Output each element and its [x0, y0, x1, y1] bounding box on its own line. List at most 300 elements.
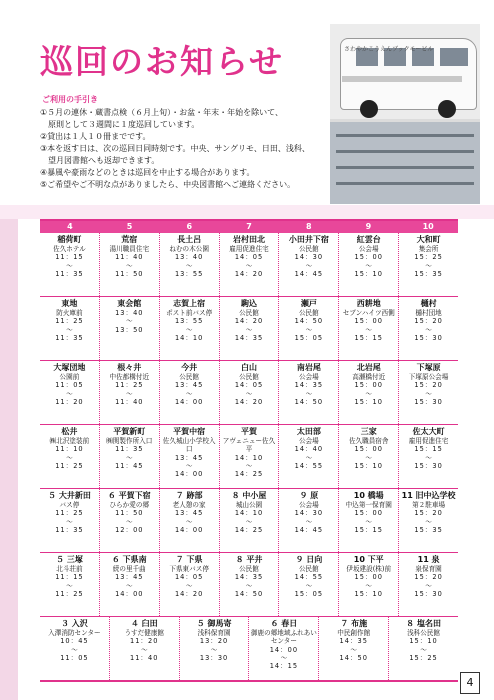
- departure-time: 15：10: [354, 397, 383, 406]
- stop-place: 雇用促進住宅: [408, 437, 449, 445]
- arrival-time: 13：40: [115, 309, 144, 317]
- stop-cell: [160, 425, 220, 488]
- stop-cell: [220, 297, 280, 360]
- time-separator: 〜: [140, 645, 148, 654]
- arrival-time: 14：10: [234, 509, 264, 518]
- departure-time: 14：25: [234, 470, 264, 479]
- departure-time: 14：50: [234, 589, 264, 598]
- time-separator: 〜: [185, 581, 193, 590]
- departure-time: 14：55: [294, 461, 324, 470]
- time-separator: 〜: [185, 461, 193, 470]
- stop-name: 白山: [241, 363, 257, 372]
- stop-name: 平賀中宿: [173, 427, 206, 436]
- time-separator: 〜: [305, 389, 313, 398]
- departure-time: 11：05: [60, 653, 89, 662]
- arrival-time: 14：55: [294, 573, 324, 582]
- arrival-time: 15：00: [354, 573, 383, 582]
- page-number: 4: [460, 672, 480, 694]
- stop-place: うすだ健康館: [124, 629, 165, 637]
- stop-cell: [180, 617, 250, 680]
- stop-place: 湯川職員住宅: [109, 245, 150, 253]
- departure-time: 14：25: [234, 525, 264, 534]
- stop-place: ㈱関製作所入口: [106, 437, 153, 445]
- departure-time: 15：15: [354, 525, 383, 534]
- arrival-time: 14：20: [234, 317, 264, 326]
- stop-name: 小田井下宿: [288, 235, 329, 244]
- stop-name: 大塚団地: [53, 363, 86, 372]
- stop-place: 御鹿の郷地域ふれあいセンター: [250, 629, 317, 646]
- arrival-time: 11：25: [115, 381, 144, 390]
- stop-name: 稲荷町: [57, 235, 82, 244]
- stop-place: 第２駐車場: [412, 501, 446, 509]
- stop-place: 雇用促進住宅: [229, 245, 269, 253]
- stop-name: ５ 三塚: [56, 555, 83, 564]
- arrival-time: 11：25: [55, 509, 84, 518]
- time-separator: 〜: [365, 581, 373, 590]
- departure-time: 15：25: [409, 653, 438, 662]
- time-separator: 〜: [245, 581, 253, 590]
- stop-place: ポスト前バス停: [166, 309, 213, 317]
- stop-place: セブンハイツ西側: [342, 309, 395, 317]
- time-separator: 〜: [125, 317, 133, 326]
- stop-name: 長土呂: [177, 235, 202, 244]
- stop-name: 北岩尾: [356, 363, 381, 372]
- stop-name: ８ 平井: [235, 555, 263, 564]
- stop-name: 西耕地: [356, 299, 381, 308]
- departure-time: 15：10: [354, 589, 383, 598]
- stop-name: ６ 下県南: [111, 555, 147, 564]
- time-separator: 〜: [66, 325, 73, 334]
- stop-name: ５ 御馬寄: [196, 619, 232, 628]
- stop-cell: [279, 361, 339, 424]
- arrival-time: 13：20: [199, 637, 229, 646]
- arrival-time: 14：35: [234, 573, 264, 582]
- stop-name: ７ 下県: [175, 555, 203, 564]
- stop-name: 紅雲台: [356, 235, 381, 244]
- time-separator: 〜: [66, 389, 73, 398]
- stop-place: 中民創作館: [337, 629, 371, 637]
- arrival-time: 14：35: [339, 637, 368, 646]
- arrival-time: 15：00: [354, 381, 383, 390]
- arrival-time: 14：40: [294, 445, 324, 454]
- stop-cell: [100, 553, 160, 616]
- departure-time: 14：45: [294, 525, 324, 534]
- stop-name: ４ 臼田: [130, 619, 158, 628]
- header-cell: 4: [67, 222, 73, 231]
- arrival-time: 13：55: [174, 317, 204, 326]
- time-separator: 〜: [210, 645, 218, 654]
- stop-name: 10 下平: [353, 555, 384, 564]
- stop-name: 平賀新町: [113, 427, 146, 436]
- time-separator: 〜: [245, 517, 253, 526]
- stop-name: ８ 塩名田: [406, 619, 441, 628]
- stop-place: 北斗荘前: [56, 565, 83, 573]
- time-separator: 〜: [365, 261, 373, 270]
- arrival-time: 15：20: [414, 381, 443, 390]
- arrival-time: 13：45: [174, 453, 204, 462]
- header-cell: 5: [126, 222, 133, 231]
- stop-cell: [160, 553, 220, 616]
- time-separator: 〜: [125, 261, 133, 270]
- arrival-time: 14：50: [294, 317, 324, 326]
- stop-cell: [399, 425, 458, 488]
- table-row: [40, 297, 458, 361]
- stop-cell: [399, 553, 458, 616]
- arrival-time: 11：10: [55, 445, 84, 454]
- stop-name: 11 旧中込学校: [401, 491, 456, 500]
- arrival-time: 15：25: [414, 253, 443, 262]
- stop-cell: [110, 617, 180, 680]
- table-row: [40, 617, 458, 680]
- stop-place: バス停: [59, 501, 80, 509]
- time-separator: 〜: [66, 517, 73, 526]
- departure-time: 15：30: [414, 589, 443, 598]
- stop-name: 南岩尾: [296, 363, 321, 372]
- side-band: [0, 219, 18, 700]
- stop-place: 防火庫前: [56, 309, 83, 317]
- departure-time: 15：30: [414, 461, 443, 470]
- time-separator: 〜: [305, 517, 313, 526]
- note-line: ④暴風や豪雨などのときは巡回を中止する場合があります。: [40, 168, 255, 177]
- arrival-time: 15：10: [409, 637, 438, 646]
- stop-place: 公民館: [298, 245, 319, 253]
- time-separator: 〜: [66, 453, 73, 462]
- time-separator: 〜: [365, 517, 373, 526]
- time-separator: 〜: [305, 453, 313, 462]
- arrival-time: 11：20: [130, 637, 159, 646]
- departure-time: 14：20: [174, 589, 204, 598]
- arrival-time: 13：45: [174, 509, 204, 518]
- stop-place: 中込第一保育園: [345, 501, 392, 509]
- time-separator: 〜: [185, 261, 193, 270]
- arrival-time: 15：20: [414, 509, 443, 518]
- time-separator: 〜: [425, 261, 432, 270]
- stop-place: 下塚原公会場: [408, 373, 449, 381]
- stop-place: 老人憩の家: [172, 501, 206, 509]
- time-separator: 〜: [425, 581, 432, 590]
- stop-cell: [279, 297, 339, 360]
- time-separator: 〜: [66, 261, 73, 270]
- departure-time: 14：00: [115, 589, 144, 598]
- arrival-time: 11：25: [55, 317, 84, 326]
- stop-place: 集会所: [418, 245, 439, 253]
- header-cell: 9: [365, 222, 372, 231]
- stop-place: 佐久城山小学校入口: [162, 437, 216, 454]
- stop-cell: [339, 233, 399, 296]
- stop-place: 浅科公民館: [407, 629, 441, 637]
- header-cell: 8: [305, 222, 312, 231]
- arrival-time: 14：00: [269, 645, 299, 654]
- schedule-table: [40, 219, 458, 682]
- time-separator: 〜: [245, 389, 253, 398]
- departure-time: 11：20: [55, 397, 84, 406]
- stop-cell: [279, 489, 339, 552]
- departure-time: 15：15: [354, 333, 383, 342]
- arrival-time: 14：30: [294, 509, 324, 518]
- stop-cell: [319, 617, 389, 680]
- arrival-time: 15：00: [354, 445, 383, 454]
- stop-place: ㈱北沢塗装前: [49, 437, 90, 445]
- stop-name: 東地: [61, 299, 78, 308]
- arrival-time: 11：50: [115, 509, 144, 518]
- stop-name: ３ 入沢: [61, 619, 88, 628]
- stop-cell: [100, 233, 160, 296]
- stop-place: ひらか愛の郷: [109, 501, 150, 509]
- stop-cell: [160, 489, 220, 552]
- arrival-time: 13：45: [174, 381, 204, 390]
- table-row: [40, 425, 458, 489]
- guide-notes: [40, 107, 332, 191]
- departure-time: 14：20: [234, 397, 264, 406]
- note-line: 原則として３週間に１度巡回しています。: [40, 120, 200, 129]
- time-separator: 〜: [425, 389, 432, 398]
- stop-name: 樋村: [420, 299, 437, 308]
- stop-cell: [160, 361, 220, 424]
- departure-time: 11：45: [115, 461, 144, 470]
- table-row: [40, 361, 458, 425]
- stop-place: 城山公園: [235, 501, 263, 509]
- stop-place: 続の里千曲: [112, 565, 146, 573]
- stop-cell: [339, 553, 399, 616]
- stop-name: 東会館: [117, 299, 142, 308]
- stop-cell: [40, 489, 100, 552]
- stop-place: 公園前: [59, 373, 80, 381]
- stop-cell: [40, 425, 100, 488]
- stop-cell: [160, 297, 220, 360]
- departure-time: 11：35: [55, 269, 84, 278]
- header-cell: 6: [186, 222, 193, 231]
- stop-name: ５ 大井新田: [48, 491, 91, 500]
- table-header: [40, 221, 458, 233]
- bus-text: さわやかこうえんブックモービル: [344, 46, 434, 53]
- departure-time: 14：35: [234, 333, 264, 342]
- departure-time: 14：50: [294, 397, 324, 406]
- time-separator: 〜: [245, 461, 253, 470]
- header-cell: 10: [422, 222, 434, 231]
- note-line: 望月図書館へも返却できます。: [40, 156, 160, 165]
- departure-time: 15：35: [414, 269, 443, 278]
- arrival-time: 14：35: [294, 381, 324, 390]
- departure-time: 13：55: [174, 269, 204, 278]
- stop-place: 公民館: [298, 565, 319, 573]
- stop-name: ６ 平賀下宿: [107, 491, 151, 500]
- stop-cell: [220, 425, 280, 488]
- stop-name: 下塚原: [416, 363, 441, 372]
- stop-cell: [399, 297, 458, 360]
- time-separator: 〜: [350, 645, 358, 654]
- arrival-time: 10：45: [60, 637, 89, 646]
- stop-cell: [40, 233, 100, 296]
- stop-name: ８ 中小屋: [231, 491, 267, 500]
- time-separator: 〜: [425, 325, 432, 334]
- stop-place: 公会場: [298, 373, 319, 381]
- time-separator: 〜: [245, 261, 253, 270]
- stop-name: ６ 春日: [270, 619, 298, 628]
- time-separator: 〜: [280, 653, 288, 662]
- stop-cell: [339, 297, 399, 360]
- note-line: ③本を返す日は、次の巡回日同時刻です。中央、サングリモ、日田、浅科、: [40, 144, 310, 153]
- time-separator: 〜: [245, 325, 253, 334]
- arrival-time: 11：40: [115, 253, 144, 262]
- stop-place: 公会場: [298, 437, 319, 445]
- departure-time: 14：20: [234, 269, 264, 278]
- stop-place: 公民館: [239, 373, 259, 381]
- departure-time: 14：10: [174, 333, 204, 342]
- arrival-time: 15：20: [414, 573, 443, 582]
- time-separator: 〜: [125, 581, 133, 590]
- table-row: [40, 553, 458, 617]
- time-separator: 〜: [365, 453, 373, 462]
- stop-cell: [40, 553, 100, 616]
- stop-cell: [399, 233, 458, 296]
- stop-place: 入澤消防センター: [48, 629, 101, 637]
- departure-time: 14：50: [339, 653, 368, 662]
- departure-time: 15：30: [414, 333, 443, 342]
- guide-subtitle: ご利用の手引き: [42, 95, 98, 104]
- departure-time: 14：45: [294, 269, 324, 278]
- departure-time: 15：05: [294, 589, 324, 598]
- stop-place: 樋村団地: [415, 309, 442, 317]
- header-cell: 7: [246, 222, 252, 231]
- arrival-time: 14：10: [234, 453, 264, 462]
- table-row: [40, 233, 458, 297]
- stop-place: 公会場: [298, 501, 319, 509]
- time-separator: 〜: [365, 325, 373, 334]
- stop-cell: [339, 425, 399, 488]
- departure-time: 15：30: [414, 397, 443, 406]
- departure-time: 15：05: [294, 333, 324, 342]
- stop-name: 岩村田北: [233, 235, 265, 244]
- stop-name: 根々井: [117, 363, 142, 372]
- arrival-time: 13：40: [174, 253, 204, 262]
- stop-name: 佐太大町: [412, 427, 445, 436]
- stop-name: ９ 原: [299, 491, 319, 500]
- stop-cell: [279, 553, 339, 616]
- stop-name: 駒込: [241, 299, 257, 308]
- stop-cell: [160, 233, 220, 296]
- stop-name: 10 橋場: [353, 491, 384, 500]
- time-separator: 〜: [425, 453, 432, 462]
- stop-place: 下県東バス停: [169, 565, 209, 573]
- time-separator: 〜: [125, 389, 133, 398]
- stop-cell: [100, 489, 160, 552]
- stop-name: 三家: [360, 427, 377, 436]
- time-separator: 〜: [125, 517, 133, 526]
- stop-name: 11 泉: [417, 555, 440, 564]
- time-separator: 〜: [185, 325, 193, 334]
- departure-time: 14：00: [174, 525, 204, 534]
- stop-name: 志賀上宿: [173, 299, 206, 308]
- arrival-time: 15：15: [414, 445, 443, 454]
- time-separator: 〜: [305, 325, 313, 334]
- stop-cell: [220, 233, 280, 296]
- time-separator: 〜: [185, 517, 193, 526]
- departure-time: 11：25: [55, 461, 84, 470]
- departure-time: 11：50: [115, 269, 144, 278]
- time-separator: 〜: [66, 581, 73, 590]
- stop-name: 大和町: [416, 235, 441, 244]
- stop-place: 浅科保育園: [197, 629, 231, 637]
- stop-cell: [389, 617, 458, 680]
- stop-place: 公民館: [179, 373, 200, 381]
- departure-time: 11：40: [130, 653, 159, 662]
- stop-place: 公民館: [239, 309, 259, 317]
- time-separator: 〜: [71, 645, 78, 654]
- departure-time: 14：00: [174, 397, 204, 406]
- arrival-time: 15：00: [354, 317, 383, 326]
- departure-time: 12：00: [115, 525, 144, 534]
- time-separator: 〜: [305, 261, 313, 270]
- stop-cell: [339, 489, 399, 552]
- stop-cell: [220, 489, 280, 552]
- stop-cell: [249, 617, 319, 680]
- band-top: [0, 205, 494, 219]
- departure-time: 11：25: [55, 589, 84, 598]
- note-line: ①５月の連休・蔵書点検（６月上旬）・お盆・年末・年始を除いて、: [40, 108, 284, 117]
- stop-place: 佐久職員宿舎: [348, 437, 389, 445]
- arrival-time: 15：20: [414, 317, 443, 326]
- stop-cell: [40, 617, 110, 680]
- stop-place: 公民館: [239, 565, 259, 573]
- stop-cell: [220, 553, 280, 616]
- stop-name: ９ 日向: [295, 555, 323, 564]
- stop-cell: [399, 361, 458, 424]
- time-separator: 〜: [420, 645, 427, 654]
- stop-cell: [339, 361, 399, 424]
- time-separator: 〜: [305, 581, 313, 590]
- arrival-time: 11：05: [55, 381, 84, 390]
- stop-place: アヴェニュー佐久平: [222, 437, 276, 454]
- stop-place: 高瀬橋付近: [352, 373, 386, 381]
- time-separator: 〜: [425, 517, 432, 526]
- arrival-time: 14：05: [174, 573, 204, 582]
- stop-place: 伊坂建設(株)前: [346, 565, 392, 573]
- arrival-time: 13：45: [115, 573, 144, 582]
- departure-time: 15：10: [354, 269, 383, 278]
- stop-place: 泉保育園: [415, 565, 442, 573]
- page-title: 巡回のお知らせ: [40, 42, 285, 81]
- arrival-time: 11：35: [115, 445, 144, 454]
- stop-cell: [100, 297, 160, 360]
- stop-cell: [220, 361, 280, 424]
- arrival-time: 14：05: [234, 381, 264, 390]
- stop-cell: [100, 361, 160, 424]
- stop-name: ７ 跡部: [175, 491, 203, 500]
- stop-name: 松井: [61, 427, 78, 436]
- note-line: ②貸出は１人１０冊までです。: [40, 132, 151, 141]
- departure-time: 14：00: [174, 470, 204, 479]
- stop-name: 今井: [181, 363, 198, 372]
- time-separator: 〜: [125, 453, 133, 462]
- arrival-time: 15：00: [354, 253, 383, 262]
- departure-time: 13：50: [115, 325, 144, 334]
- arrival-time: 11：15: [55, 253, 84, 262]
- arrival-time: 14：05: [234, 253, 264, 262]
- departure-time: 14：15: [269, 662, 299, 671]
- stop-place: 中佐都構付近: [109, 373, 150, 381]
- stop-name: 太田部: [296, 427, 321, 436]
- stop-cell: [279, 233, 339, 296]
- stop-place: 公民館: [298, 309, 319, 317]
- arrival-time: 14：30: [294, 253, 324, 262]
- stop-place: 佐久ホテル: [53, 245, 86, 253]
- departure-time: 11：35: [55, 525, 84, 534]
- stop-cell: [279, 425, 339, 488]
- note-line: ⑤ご希望やご不明な点がありましたら、中央図書館へご連絡ください。: [40, 180, 296, 189]
- stop-cell: [399, 489, 458, 552]
- departure-time: 13：30: [199, 653, 229, 662]
- stop-name: 平賀: [241, 427, 257, 436]
